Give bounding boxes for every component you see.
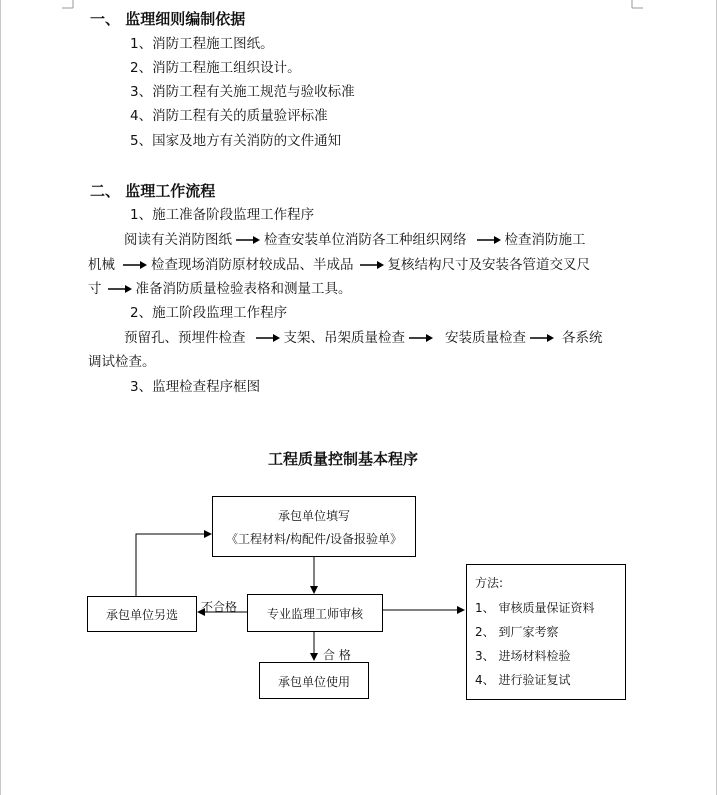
methods-item-1: 1、 审核质量保证资料 <box>475 601 595 615</box>
flow1-step-check-machinery: 检查消防施工 <box>504 232 586 248</box>
box-contractor-use <box>259 662 369 699</box>
box-replace-label: 承包单位另选 <box>105 608 178 622</box>
section2-sub2: 2、施工阶段监理工作程序 <box>130 305 288 321</box>
methods-item-2: 2、 到厂家考察 <box>475 625 559 639</box>
crop-mark-top-left-icon <box>62 0 74 12</box>
section2-sub1: 1、施工准备阶段监理工作程序 <box>130 207 315 223</box>
flow1-text-machinery: 机械 <box>88 257 115 273</box>
box-review-label: 专业监理工师审核 <box>266 607 363 621</box>
box-top-line1: 承包单位填写 <box>277 509 350 523</box>
flow2-step-systems: 各系统 <box>562 330 603 346</box>
flow1-text-size: 寸 <box>88 281 102 297</box>
section2-sub3: 3、监理检查程序框图 <box>130 379 261 395</box>
flow1-line1 <box>124 230 586 250</box>
arrow-right-icon <box>409 333 433 343</box>
arrow-right-icon <box>236 235 260 245</box>
flow1-line2 <box>88 255 590 275</box>
flow1-step-check-materials: 检查现场消防原材较成品、半成品 <box>151 257 354 273</box>
flow2-step-install-check: 安装质量检查 <box>445 330 526 346</box>
flow2-step-support-check: 支架、吊架质量检查 <box>283 330 405 346</box>
flow1-step-check-network: 检查安装单位消防各工种组织网络 <box>264 232 467 248</box>
crop-mark-top-right-icon <box>631 0 643 12</box>
arrow-right-icon <box>256 333 280 343</box>
box-engineer-review <box>247 594 383 632</box>
flow1-step-prepare-forms: 准备消防质量检验表格和测量工具。 <box>135 281 352 297</box>
section1-item-2: 2、消防工程施工组织设计。 <box>130 60 301 76</box>
flow2-step-reserved-holes: 预留孔、预埋件检查 <box>124 330 246 346</box>
arrow-right-icon <box>477 235 501 245</box>
label-fail: 不合格 <box>201 600 238 614</box>
methods-item-4: 4、 进行验证复试 <box>475 673 571 687</box>
methods-item-3: 3、 进场材料检验 <box>475 649 571 663</box>
diagram-title: 工程质量控制基本程序 <box>268 450 419 468</box>
section1-item-1: 1、消防工程施工图纸。 <box>130 36 274 52</box>
flow1-step-verify-dimensions: 复核结构尺寸及安装各管道交叉尺 <box>387 257 590 273</box>
box-contractor-reselect <box>87 596 197 632</box>
flow1-step-read-drawings: 阅读有关消防图纸 <box>124 232 232 248</box>
section1-item-4: 4、消防工程有关的质量验评标准 <box>130 108 328 124</box>
arrow-right-icon <box>123 260 147 270</box>
arrow-right-icon <box>530 333 554 343</box>
box-use-label: 承包单位使用 <box>277 675 350 689</box>
flow2-line1 <box>124 328 603 348</box>
section2-heading: 二、 监理工作流程 <box>90 182 216 200</box>
methods-title: 方法: <box>475 576 504 590</box>
flow2-line2: 调试检查。 <box>88 354 156 370</box>
box-top-line2: 《工程材料/构配件/设备报验单》 <box>225 532 403 546</box>
section1-item-3: 3、消防工程有关施工规范与验收标准 <box>130 84 355 100</box>
section1-item-5: 5、国家及地方有关消防的文件通知 <box>130 133 342 149</box>
section1-heading: 一、 监理细则编制依据 <box>90 10 246 28</box>
box-contractor-fill-form <box>212 496 416 557</box>
page-edge-left <box>0 0 1 795</box>
label-pass: 合 格 <box>323 648 351 662</box>
arrow-right-icon <box>108 284 132 294</box>
flow1-line3 <box>88 279 352 299</box>
connector-replace-to-top <box>136 534 211 596</box>
arrow-right-icon <box>360 260 384 270</box>
box-methods <box>466 564 626 700</box>
